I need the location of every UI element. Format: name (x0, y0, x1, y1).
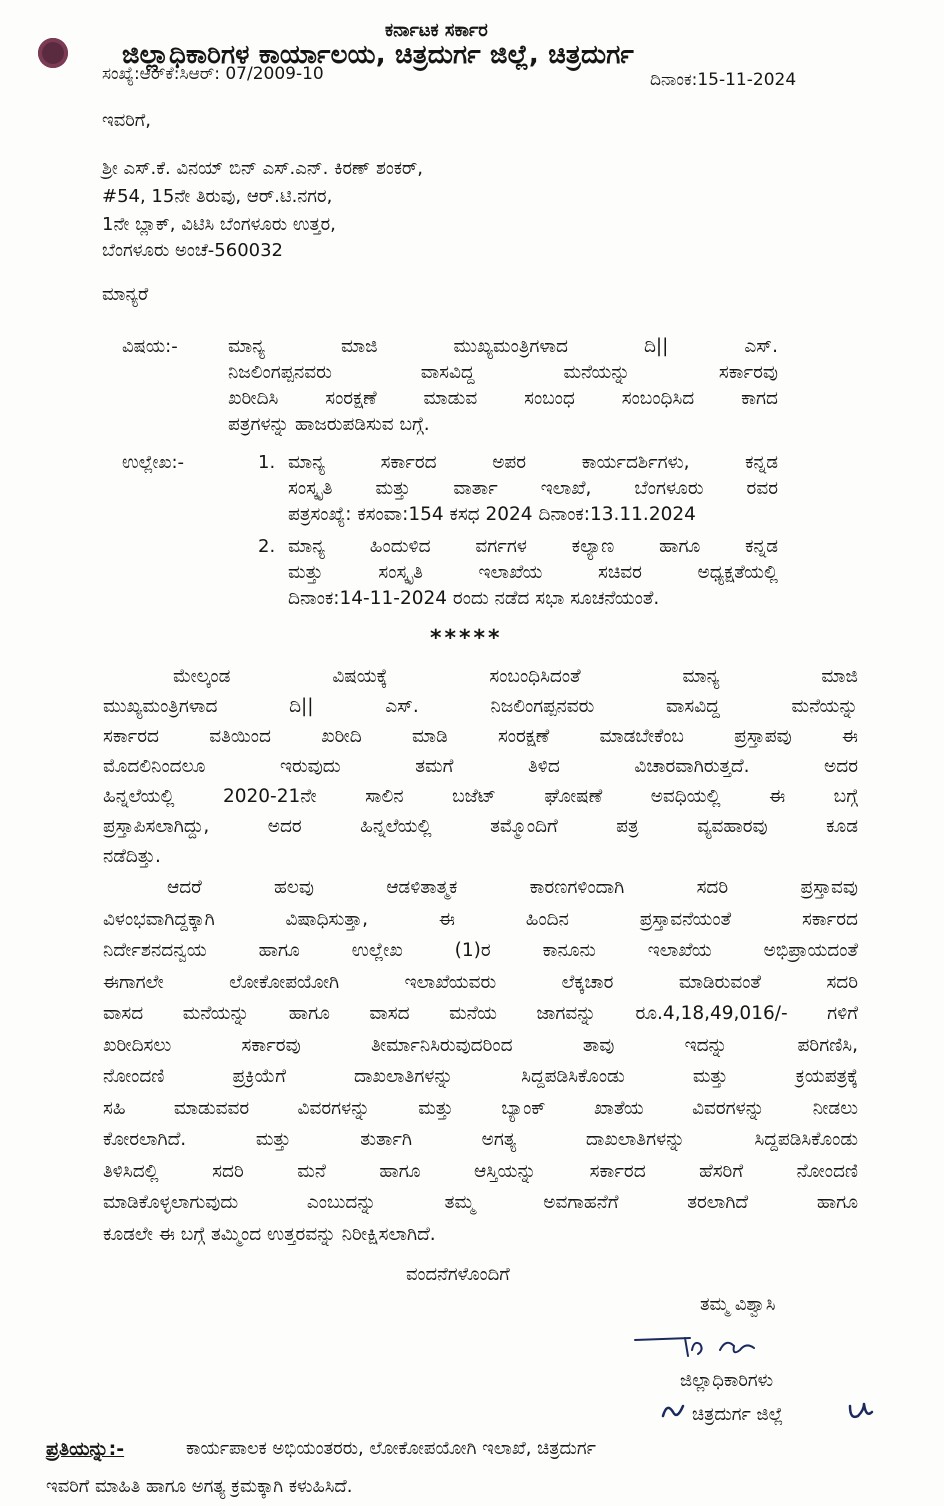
subject-label: ವಿಷಯ:- (122, 336, 178, 357)
to-label: ಇವರಿಗೆ, (102, 110, 151, 131)
body-line: ಮೇಲ್ಕಂಡ ವಿಷಯಕ್ಕೆ ಸಂಬಂಧಿಸಿದಂತೆ ಮಾನ್ಯ ಮಾಜಿ (173, 666, 858, 687)
office-title: ಜಿಲ್ಲಾಧಿಕಾರಿಗಳ ಕಾರ್ಯಾಲಯ, ಚಿತ್ರದುರ್ಗ ಜಿಲ್ಲೆ, ಚಿತ್ರದುರ್ಗ (122, 40, 634, 70)
government-title: ಕರ್ನಾಟಕ ಸರ್ಕಾರ (385, 20, 488, 41)
subject-text (228, 334, 778, 438)
district: ಚಿತ್ರದುರ್ಗ ಜಿಲ್ಲೆ (692, 1404, 784, 1425)
reference-line: ಮತ್ತು ಸಂಸ್ಕೃತಿ ಇಲಾಖೆಯ ಸಚಿವರ ಅಧ್ಯಕ್ಷತೆಯಲ್ಲಿ (288, 562, 778, 583)
address-line: 1ನೇ ಬ್ಲಾಕ್, ವಿಟಿಸಿ ಬೆಂಗಳೂರು ಉತ್ತರ, (102, 214, 336, 235)
body-line: ಸಹಿ ಮಾಡುವವರ ವಿವರಗಳನ್ನು ಮತ್ತು ಬ್ಯಾಂಕ್ ಖಾತೆಯ ವಿವರಗಳನ್ನು ನೀಡಲು (103, 1097, 858, 1119)
body-line: ನಡೆದಿತ್ತು. (103, 846, 161, 867)
copy-purpose: ಇವರಿಗೆ ಮಾಹಿತಿ ಹಾಗೂ ಅಗತ್ಯ ಕ್ರಮಕ್ಕಾಗಿ ಕಳುಹಿಸಿದೆ. (46, 1476, 353, 1497)
reference-line: ಮಾನ್ಯ ಹಿಂದುಳಿದ ವರ್ಗಗಳ ಕಲ್ಯಾಣ ಹಾಗೂ ಕನ್ನಡ (288, 536, 778, 557)
body-line: ಹಿನ್ನಲೆಯಲ್ಲಿ 2020-21ನೇ ಸಾಲಿನ ಬಜೆಟ್ ಘೋಷಣೆ ಅವಧಿಯಲ್ಲಿ ಈ ಬಗ್ಗೆ (103, 786, 858, 807)
initials-icon (846, 1398, 876, 1424)
closing-regards: ವಂದನೆಗಳೊಂದಿಗೆ (406, 1264, 510, 1285)
separator-stars: ***** (430, 626, 503, 651)
body-line: ಕೂಡಲೇ ಈ ಬಗ್ಗೆ ತಮ್ಮಿಂದ ಉತ್ತರವನ್ನು ನಿರೀಕ್ಷಿಸಲಾಗಿದೆ. (103, 1223, 436, 1245)
subject-line: ನಿಜಲಿಂಗಪ್ಪನವರು ವಾಸವಿದ್ದ ಮನೆಯನ್ನು ಸರ್ಕಾರವು (228, 362, 778, 383)
body-line: ಖರೀದಿಸಲು ಸರ್ಕಾರವು ತೀರ್ಮಾನಿಸಿರುವುದರಿಂದ ತಾವು ಇದನ್ನು ಪರಿಗಣಿಸಿ, (103, 1034, 858, 1056)
copy-label: ಪ್ರತಿಯನ್ನು:- (46, 1438, 125, 1460)
body-line: ಈಗಾಗಲೇ ಲೋಕೋಪಯೋಗಿ ಇಲಾಖೆಯವರು ಲೆಕ್ಕಚಾರ ಮಾಡಿರುವಂತೆ ಸದರಿ (103, 971, 858, 993)
body-line: ನೋಂದಣಿ ಪ್ರಕ್ರಿಯೆಗೆ ದಾಖಲಾತಿಗಳನ್ನು ಸಿದ್ದಪಡಿಸಿಕೊಂಡು ಮತ್ತು ಕ್ರಯಪತ್ರಕ್ಕೆ (103, 1066, 858, 1087)
body-paragraph-2 (103, 872, 858, 1250)
copy-recipient: ಕಾರ್ಯಪಾಲಕ ಅಭಿಯಂತರರು, ಲೋಕೋಪಯೋಗಿ ಇಲಾಖೆ, ಚಿತ್ರದುರ್ಗ (186, 1438, 596, 1459)
reference-label: ಉಲ್ಲೇಖ:- (122, 452, 185, 473)
subject-line: ಪತ್ರಗಳನ್ನು ಹಾಜರುಪಡಿಸುವ ಬಗ್ಗೆ. (228, 414, 430, 435)
body-line: ವಿಳಂಭವಾಗಿದ್ದಕ್ಕಾಗಿ ವಿಷಾಧಿಸುತ್ತಾ, ಈ ಹಿಂದಿನ ಪ್ರಸ್ತಾವನೆಯಂತೆ ಸರ್ಕಾರದ (103, 908, 858, 930)
greeting: ಮಾನ್ಯರೆ (102, 284, 149, 305)
reference-number-2: 2. (258, 536, 276, 557)
office-seal-icon (38, 38, 68, 68)
reference-line: ಮಾನ್ಯ ಸರ್ಕಾರದ ಅಪರ ಕಾರ್ಯದರ್ಶಿಗಳು, ಕನ್ನಡ (288, 452, 778, 473)
body-line: ಕೋರಲಾಗಿದೆ. ಮತ್ತು ತುರ್ತಾಗಿ ಅಗತ್ಯ ದಾಖಲಾತಿಗಳನ್ನು ಸಿದ್ದಪಡಿಸಿಕೊಂಡು (103, 1129, 858, 1150)
subject-line: ಖರೀದಿಸಿ ಸಂರಕ್ಷಣೆ ಮಾಡುವ ಸಂಬಂಧ ಸಂಬಂಧಿಸಿದ ಕಾಗದ (228, 388, 778, 409)
reference-number: ಸಂಖ್ಯೆ:ಆರ್‌ಕೆ:ಸಿಆರ್: 07/2009-10 (102, 64, 324, 84)
reference-line: ದಿನಾಂಕ:14-11-2024 ರಂದು ನಡೆದ ಸಭಾ ಸೂಚನೆಯಂತೆ. (288, 588, 660, 609)
body-paragraph-1 (103, 662, 858, 872)
yours-faithfully: ತಮ್ಮ ವಿಶ್ವಾಸಿ (700, 1294, 776, 1315)
initial-mark-icon (660, 1398, 690, 1422)
body-line: ವಾಸದ ಮನೆಯನ್ನು ಹಾಗೂ ವಾಸದ ಮನೆಯ ಜಾಗವನ್ನು ರೂ.4,18,49,016/- ಗಳಿಗೆ (103, 1003, 858, 1024)
address-line: #54, 15ನೇ ತಿರುವು, ಆರ್.ಟಿ.ನಗರ, (102, 186, 333, 207)
address-line: ಬೆಂಗಳೂರು ಅಂಚೆ-560032 (102, 240, 284, 261)
reference-line: ಪತ್ರಸಂಖ್ಯೆ: ಕಸಂವಾ:154 ಕಸಧ 2024 ದಿನಾಂಕ:13.11.2024 (288, 504, 696, 525)
signature-icon (630, 1316, 810, 1376)
body-line: ಸರ್ಕಾರದ ವತಿಯಿಂದ ಖರೀದಿ ಮಾಡಿ ಸಂರಕ್ಷಣೆ ಮಾಡಬೇಕೆಂಬ ಪ್ರಸ್ತಾಪವು ಈ (103, 726, 858, 747)
reference-item-2 (288, 534, 778, 612)
reference-line: ಸಂಸ್ಕೃತಿ ಮತ್ತು ವಾರ್ತಾ ಇಲಾಖೆ, ಬೆಂಗಳೂರು ರವರ (288, 478, 778, 499)
address-line: ಶ್ರೀ ಎಸ್.ಕೆ. ವಿನಯ್ ಬಿನ್ ಎಸ್.ಎನ್. ಕಿರಣ್ ಶಂಕರ್, (102, 158, 424, 179)
body-line: ಮಾಡಿಕೊಳ್ಳಲಾಗುವುದು ಎಂಬುದನ್ನು ತಮ್ಮ ಅವಗಾಹನೆಗೆ ತರಲಾಗಿದೆ ಹಾಗೂ (103, 1192, 858, 1213)
body-line: ಆದರೆ ಹಲವು ಆಡಳಿತಾತ್ಮಕ ಕಾರಣಗಳಿಂದಾಗಿ ಸದರಿ ಪ್ರಸ್ತಾವವು (167, 877, 858, 898)
letter-date: ದಿನಾಂಕ:15-11-2024 (650, 70, 797, 90)
body-line: ನಿರ್ದೇಶನದನ್ವಯ ಹಾಗೂ ಉಲ್ಲೇಖ (1)ರ ಕಾನೂನು ಇಲಾಖೆಯ ಅಭಿಪ್ರಾಯದಂತೆ (103, 940, 858, 961)
reference-number-1: 1. (258, 452, 276, 473)
body-line: ಮುಖ್ಯಮಂತ್ರಿಗಳಾದ ದಿ|| ಎಸ್. ನಿಜಲಿಂಗಪ್ಪನವರು ವಾಸವಿದ್ದ ಮನೆಯನ್ನು (103, 696, 858, 717)
body-line: ಪ್ರಸ್ತಾಪಿಸಲಾಗಿದ್ದು, ಅದರ ಹಿನ್ನಲೆಯಲ್ಲಿ ತಮ್ಮೊಂದಿಗೆ ಪತ್ರ ವ್ಯವಹಾರವು ಕೂಡ (103, 816, 858, 837)
subject-line: ಮಾನ್ಯ ಮಾಜಿ ಮುಖ್ಯಮಂತ್ರಿಗಳಾದ ದಿ|| ಎಸ್. (228, 336, 778, 357)
body-line: ತಿಳಿಸಿದಲ್ಲಿ ಸದರಿ ಮನೆ ಹಾಗೂ ಆಸ್ತಿಯನ್ನು ಸರ್ಕಾರದ ಹೆಸರಿಗೆ ನೋಂದಣಿ (103, 1160, 858, 1182)
body-line: ಮೊದಲಿನಿಂದಲೂ ಇರುವುದು ತಮಗೆ ತಿಳಿದ ವಿಚಾರವಾಗಿರುತ್ತದೆ. ಅದರ (103, 756, 858, 777)
designation: ಜಿಲ್ಲಾಧಿಕಾರಿಗಳು (680, 1370, 774, 1391)
reference-item-1 (288, 450, 778, 528)
